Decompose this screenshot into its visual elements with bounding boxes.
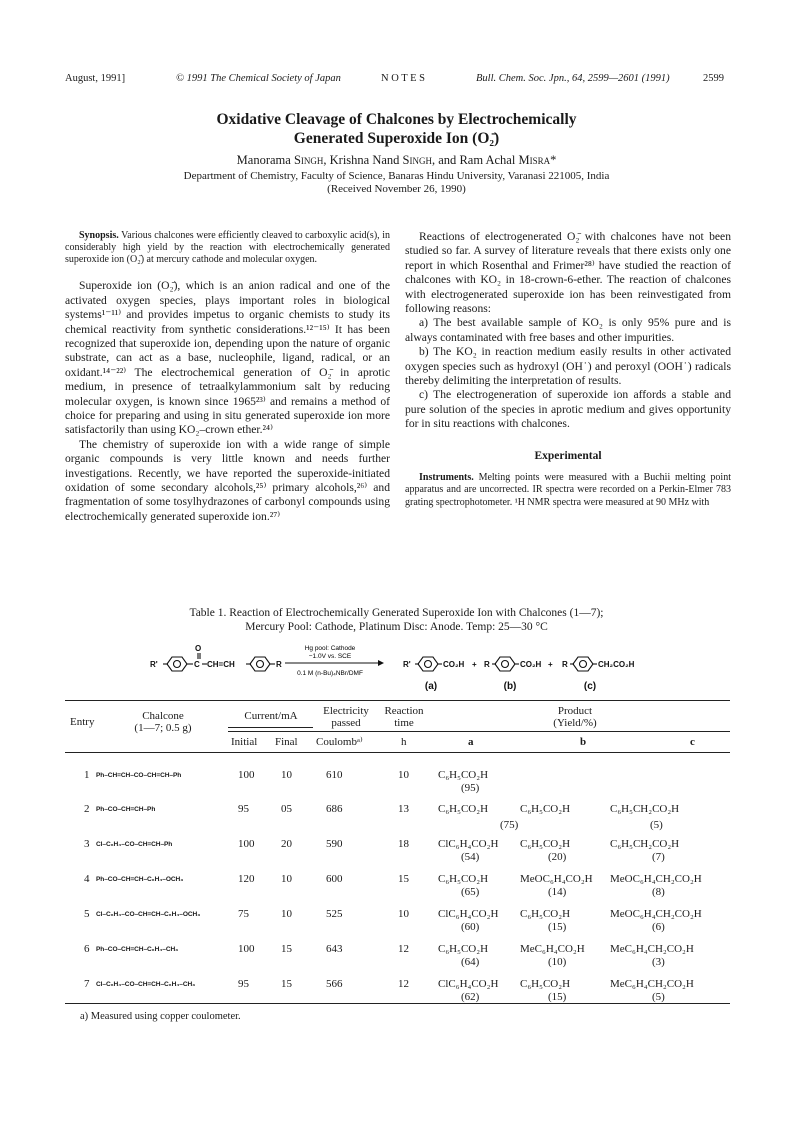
header-reaction-time: time [394,717,414,729]
author-3-surname: Misra [518,153,551,167]
cell-yield-a: (60) [461,921,480,933]
reason-c: c) The electrogeneration of superoxide ion affords a stable and pure solution of the species in aprotic medium and gives opportunity for in situ reactions with chalcones. [405,388,731,431]
cell-entry: 5 [84,908,90,920]
cell-coulomb: 566 [326,978,343,990]
cell-entry: 1 [84,769,90,781]
cell-current-initial: 95 [238,978,249,990]
svg-text:C: C [194,660,200,669]
condition-potential: −1.0V vs. SCE [308,653,352,660]
product-a-acid: CO₂H [443,660,465,669]
product-b-r: R [484,660,490,669]
cell-product-b: C₆H₅CO₂H [520,803,571,815]
cell-yield-b: (75) [500,819,519,831]
cell-yield-b: (15) [548,921,567,933]
product-b-acid: CO₂H [520,660,542,669]
cell-yield-b: (20) [548,851,567,863]
label-c: (c) [583,681,597,692]
cell-chalcone-structure: Cl–C₆H₄–CO–CH=CH–C₆H₄–OCH₃ [96,911,201,918]
reason-b: b) The KO₂ in reaction medium easily results in other activated oxygen species such as hydroxyl (OH˙) and peroxyl (OOH˙) radicals thereby delimiting the interpretation of results. [405,345,731,388]
cell-chalcone-structure: Ph–CO–CH=CH–C₆H₄–CH₃ [96,946,179,953]
reaction-arrow [285,645,384,677]
product-a-r-prime: R' [403,660,411,669]
author-1-surname: Singh [293,153,324,167]
reaction-scheme [150,642,710,696]
synopsis-text: Various chalcones were efficiently cleaved to carboxylic acid(s), in considerably high yield by the reaction with electrochemically generated superoxide ion (O₂̄) at mercury cathode and molecular oxygen. [65,230,390,265]
cell-product-a: C₆H₅CO₂H [438,873,489,885]
cell-yield-b: (14) [548,886,567,898]
product-c-acid: CH₂CO₂H [598,660,635,669]
header-current: Current/mA [244,710,298,722]
cell-yield-c: (6) [652,921,665,933]
synopsis-label: Synopsis. [79,230,119,241]
cell-current-initial: 120 [238,873,255,885]
author-2-given: Krishna Nand [329,153,400,167]
cell-entry: 4 [84,873,90,885]
header-bottom-rule [65,752,730,753]
cell-product-c: MeC₆H₄CH₂CO₂H [610,978,694,990]
cell-reaction-time: 10 [398,769,409,781]
cell-product-b: C₆H₅CO₂H [520,838,571,850]
cell-product-a: ClC₆H₄CO₂H [438,908,499,920]
cell-product-a: C₆H₅CO₂H [438,943,489,955]
cell-chalcone-structure: Cl–C₆H₄–CO–CH=CH–Ph [96,841,173,848]
table-caption-line-2: Mercury Pool: Cathode, Platinum Disc: Anode. Temp: 25—30 °C [245,621,548,633]
cell-current-final: 10 [281,908,292,920]
cell-entry: 3 [84,838,90,850]
received-date: (Received November 26, 1990) [327,183,466,195]
cell-yield-c: (5) [650,819,663,831]
cell-yield-a: (62) [461,991,480,1003]
cell-yield-c: (3) [652,956,665,968]
cell-current-initial: 100 [238,838,255,850]
cell-product-a: ClC₆H₄CO₂H [438,978,499,990]
cell-reaction-time: 10 [398,908,409,920]
cell-product-a: C₆H₅CO₂H [438,769,489,781]
cell-yield-a: (65) [461,886,480,898]
cell-current-final: 15 [281,978,292,990]
instruments-label: Instruments. [419,471,474,483]
header-initial: Initial [231,736,258,748]
label-a: (a) [424,681,438,692]
cell-yield-a: (54) [461,851,480,863]
affiliation [0,170,793,196]
cell-chalcone-structure: Cl–C₆H₄–CO–CH=CH–C₆H₄–CH₃ [96,981,196,988]
title-line-1: Oxidative Cleavage of Chalcones by Electrochemically [216,111,577,128]
cell-chalcone-structure: Ph–CO–CH=CH–Ph [96,806,156,813]
table-footnote: a) Measured using copper coulometer. [80,1011,241,1022]
current-subrule [228,727,313,728]
scheme-vinylene: CH=CH [207,660,235,669]
table-top-rule [65,700,730,701]
header-col-a: a [468,736,474,748]
cell-coulomb: 590 [326,838,343,850]
cell-chalcone-structure: Ph–CH=CH–CO–CH=CH–Ph [96,772,182,779]
cell-yield-b: (15) [548,991,567,1003]
cell-coulomb: 525 [326,908,343,920]
left-column [65,230,390,524]
intro-paragraph-3: Reactions of electrogenerated O₂̄ with chalcones have not been studied so far. A survey of literature reveals that there exists only one report in which Rosenthal and Frimer²⁸⁾ have studied the reaction of chalcones with KO₂ in 18-crown-6-ether. The reaction of chalcones with electrogenerated superoxide ion has been reinvestigated from following reasons: [405,230,731,316]
cell-yield-b: (10) [548,956,567,968]
cell-product-c: MeC₆H₄CH₂CO₂H [610,943,694,955]
cell-product-b: C₆H₅CO₂H [520,978,571,990]
cell-reaction-time: 13 [398,803,409,815]
cell-entry: 2 [84,803,90,815]
cell-current-final: 05 [281,803,292,815]
header-chalcone-sub: (1—7; 0.5 g) [134,722,192,734]
header-date: August, 1991] [65,73,126,84]
header-reaction: Reaction [384,705,424,717]
cell-product-a: ClC₆H₄CO₂H [438,838,499,850]
running-header [65,73,730,89]
cell-coulomb: 610 [326,769,343,781]
header-section: N O T E S [381,73,425,84]
author-list: Manorama Singh, Krishna Nand Singh, and Ram Achal Misra* [236,153,557,167]
header-hours: h [401,736,407,748]
cell-yield-c: (8) [652,886,665,898]
header-chalcone: Chalcone [142,710,184,722]
chalcone-general-structure [150,644,282,671]
cell-chalcone-structure: Ph–CO–CH=CH–C₆H₄–OCH₃ [96,876,184,883]
product-structures [403,657,635,671]
author-3-given: Ram Achal [459,153,516,167]
cell-reaction-time: 15 [398,873,409,885]
scheme-r: R [276,660,282,669]
header-col-c: c [690,736,695,748]
cell-yield-a: (95) [461,782,480,794]
affiliation-dept: Department of Chemistry, Faculty of Science, Banaras Hindu University, Varanasi 221005, India [183,170,610,182]
cell-product-c: C₆H₅CH₂CO₂H [610,803,680,815]
cell-product-c: C₆H₅CH₂CO₂H [610,838,680,850]
table-caption-line-1: Table 1. Reaction of Electrochemically Generated Superoxide Ion with Chalcones (1—7); [189,607,604,619]
corresponding-mark: * [550,153,557,167]
header-copyright: © 1991 The Chemical Society of Japan [176,73,341,84]
cell-current-initial: 95 [238,803,249,815]
author-1-given: Manorama [236,153,291,167]
plus-1: + [472,660,477,669]
cell-yield-c: (5) [652,991,665,1003]
product-c-r: R [562,660,568,669]
reason-a: a) The best available sample of KO₂ is only 95% pure and is always contaminated with free bases and other impurities. [405,316,731,344]
scheme-r-prime: R' [150,660,158,669]
header-coulomb: Coulombᵃ⁾ [316,736,363,748]
header-electricity: Electricity [323,705,369,717]
header-journal: Bull. Chem. Soc. Jpn., 64, 2599—2601 (1991) [476,73,670,84]
cell-coulomb: 686 [326,803,343,815]
cell-reaction-time: 18 [398,838,409,850]
title-line-2: Generated Superoxide Ion (O₂̄) [293,130,500,147]
product-labels [425,681,596,692]
cell-yield-c: (7) [652,851,665,863]
synopsis [65,230,390,265]
intro-paragraph-2: The chemistry of superoxide ion with a wide range of simple organic compounds is very little known and needs further investigations. Recently, we have reported the superoxide-initiated oxidation of some secondary alcohols,²⁵⁾ primary alcohols,²⁶⁾ and fragmentation of some tosylhydrazones of carbonyl compounds using electrochemically generated superoxide ion.²⁷⁾ [65,437,390,523]
cell-entry: 7 [84,978,90,990]
header-page: 2599 [703,73,724,84]
cell-entry: 6 [84,943,90,955]
cell-current-initial: 100 [238,769,255,781]
cell-current-final: 10 [281,873,292,885]
cell-current-initial: 75 [238,908,249,920]
section-heading-experimental: Experimental [534,449,602,462]
cell-coulomb: 600 [326,873,343,885]
cell-product-b: MeC₆H₄CO₂H [520,943,585,955]
cell-current-final: 20 [281,838,292,850]
header-electricity-passed: passed [331,717,361,729]
cell-product-a: C₆H₅CO₂H [438,803,489,815]
cell-product-b: C₆H₅CO₂H [520,908,571,920]
instruments-paragraph [405,472,731,510]
header-final: Final [275,736,298,748]
header-yield: (Yield/%) [553,717,597,729]
cell-coulomb: 643 [326,943,343,955]
instruments-text: Melting points were measured with a Buchii melting point apparatus and are uncorrected. IR spectra were recorded on a Perkin-Elmer 783 grating spectrophotometer. ¹H NMR spectra were measured at 90 MHz with [405,471,731,508]
cell-reaction-time: 12 [398,943,409,955]
cell-current-final: 15 [281,943,292,955]
table-bottom-rule [65,1003,730,1004]
author-2-surname: Singh [402,153,432,167]
condition-cathode: Hg pool: Cathode [304,645,356,652]
cell-product-c: MeOC₆H₄CH₂CO₂H [610,908,702,920]
table-caption [0,606,793,634]
cell-reaction-time: 12 [398,978,409,990]
label-b: (b) [503,681,517,692]
svg-text:O: O [195,644,202,653]
cell-current-initial: 100 [238,943,255,955]
condition-electrolyte: 0.1 M (n-Bu)₄NBr/DMF [297,670,363,677]
cell-yield-a: (64) [461,956,480,968]
header-entry: Entry [70,716,95,728]
header-product: Product [557,705,593,717]
subheader-rule [228,731,730,732]
cell-product-b: MeOC₆H₄CO₂H [520,873,593,885]
right-column [405,230,731,509]
plus-2: + [548,660,553,669]
article-title [0,110,793,148]
cell-product-c: MeOC₆H₄CH₂CO₂H [610,873,702,885]
intro-paragraph-1: Superoxide ion (O₂̄), which is an anion radical and one of the activated oxygen species, plays important roles in biological systems¹⁻¹¹⁾ and provides impetus to organic chemists to study its chemical reactivity from synthetic considerations.¹²⁻¹⁵⁾ It has been recognized that superoxide ion, depending upon the nature of organic substrate, can act as a base, nucleophile, ligand, radical, or an oxidant.¹⁴⁻²²⁾ The electrochemical generation of O₂̄ in aprotic medium, in presence of tetraalkylammonium salt by reducing molecular oxygen, is known since 1965²³⁾ and remains a method of choice for preparing and using in situ generated superoxide ion more satisfactorily than using KO₂–crown ether.²⁴⁾ [65,279,390,437]
header-col-b: b [580,736,587,748]
cell-current-final: 10 [281,769,292,781]
